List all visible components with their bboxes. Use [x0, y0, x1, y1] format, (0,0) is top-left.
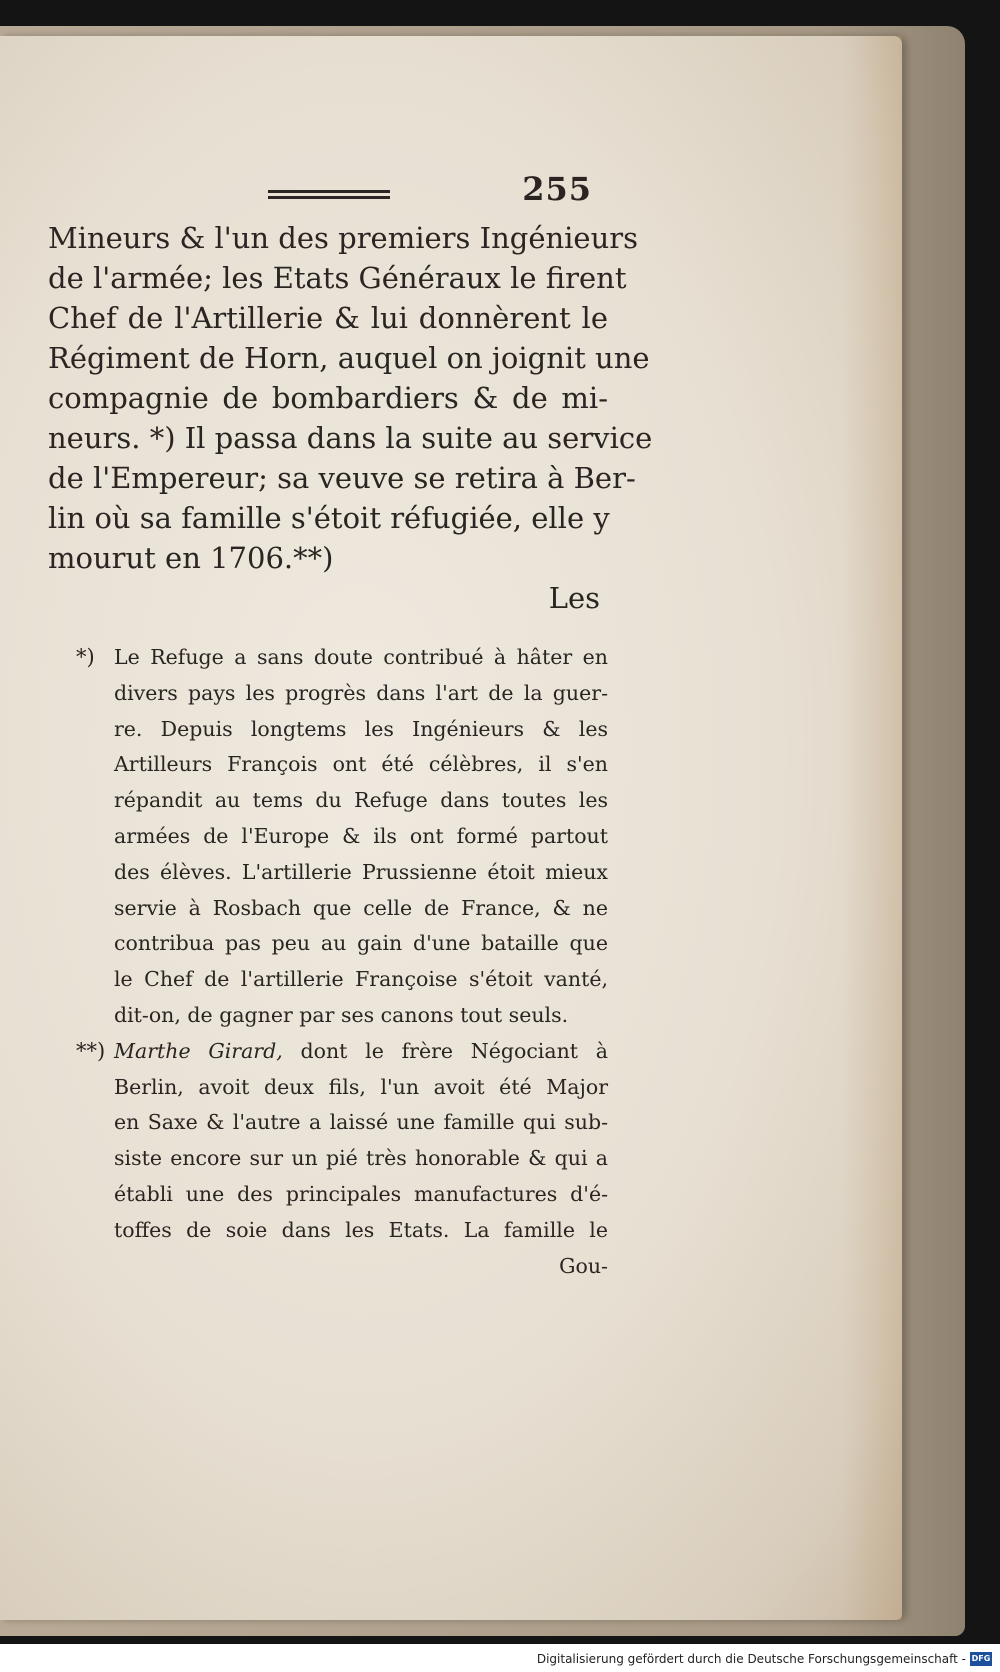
- footnote-line: contribua pas peu au gain d'une bataille que: [114, 931, 608, 956]
- text-line: mourut en 1706.**): [48, 541, 334, 575]
- footnote-line: le Chef de l'artillerie Françoise s'étoit vanté,: [114, 967, 608, 992]
- footnote-1: [48, 640, 608, 1034]
- footnote-catchword: Gou-: [559, 1253, 608, 1278]
- footnote-line: Le Refuge a sans doute contribué à hâter en: [114, 645, 608, 669]
- footnote-line: divers pays les progrès dans l'art de la guer-: [114, 680, 608, 705]
- footnote-line: des élèves. L'artillerie Prussienne étoit mieux: [114, 859, 608, 884]
- footnote-line: armées de l'Europe & ils ont formé partout: [114, 823, 608, 848]
- footnote-2: [48, 1034, 608, 1285]
- footnote-line: en Saxe & l'autre a laissé une famille qui sub-: [114, 1110, 608, 1135]
- footnote-line: répandit au tems du Refuge dans toutes les: [114, 788, 608, 813]
- footnote-line: Berlin, avoit deux fils, l'un avoit été Major: [114, 1074, 608, 1099]
- text-line: Mineurs & l'un des premiers Ingénieurs: [48, 221, 639, 255]
- footnote-line: Artilleurs François ont été célèbres, il s'en: [114, 752, 608, 777]
- text-line: Chef de l'Artillerie & lui donnèrent le: [48, 301, 608, 335]
- text-line: de l'armée; les Etats Généraux le firent: [48, 261, 627, 295]
- page-content: [48, 160, 653, 1284]
- footnote-line: établi une des principales manufactures d'é-: [114, 1181, 608, 1206]
- catchword: Les: [548, 581, 600, 615]
- footnote-marker: *): [76, 645, 95, 669]
- page-edge-stain: [842, 36, 902, 1620]
- footnote-line: re. Depuis longtems les Ingénieurs & les: [114, 716, 608, 741]
- footnote-line: siste encore sur un pié très honorable & qui a: [114, 1146, 608, 1171]
- text-line: lin où sa famille s'étoit réfugiée, elle y: [48, 501, 610, 535]
- text-line: neurs. *) Il passa dans la suite au service: [48, 421, 653, 455]
- footnote-line: [114, 1034, 608, 1070]
- footnotes: [48, 640, 608, 1284]
- footnote-line: toffes de soie dans les Etats. La famille le: [114, 1217, 608, 1242]
- text-line: compagnie de bombardiers & de mi-: [48, 381, 608, 415]
- main-text: [48, 218, 653, 578]
- footnote-line-rest: dont le frère Négociant à: [282, 1038, 608, 1063]
- footnote-line: dit-on, de gagner par ses canons tout seuls.: [114, 1002, 569, 1027]
- footnote-person-name: Marthe Girard,: [114, 1038, 283, 1063]
- text-line: Régiment de Horn, auquel on joignit une: [48, 341, 650, 375]
- page-number: 255: [522, 170, 592, 208]
- text-line: de l'Empereur; sa veuve se retira à Ber-: [48, 461, 636, 495]
- footnote-line: servie à Rosbach que celle de France, & ne: [114, 895, 608, 920]
- dfg-credit: Digitalisierung gefördert durch die Deutsche Forschungsgemeinschaft -: [536, 1652, 966, 1666]
- dfg-logo: DFG: [970, 1652, 992, 1666]
- header-rule: [268, 190, 390, 199]
- credit-bar: [0, 1644, 1000, 1672]
- page-header: [48, 160, 608, 218]
- footnote-marker: **): [76, 1038, 106, 1063]
